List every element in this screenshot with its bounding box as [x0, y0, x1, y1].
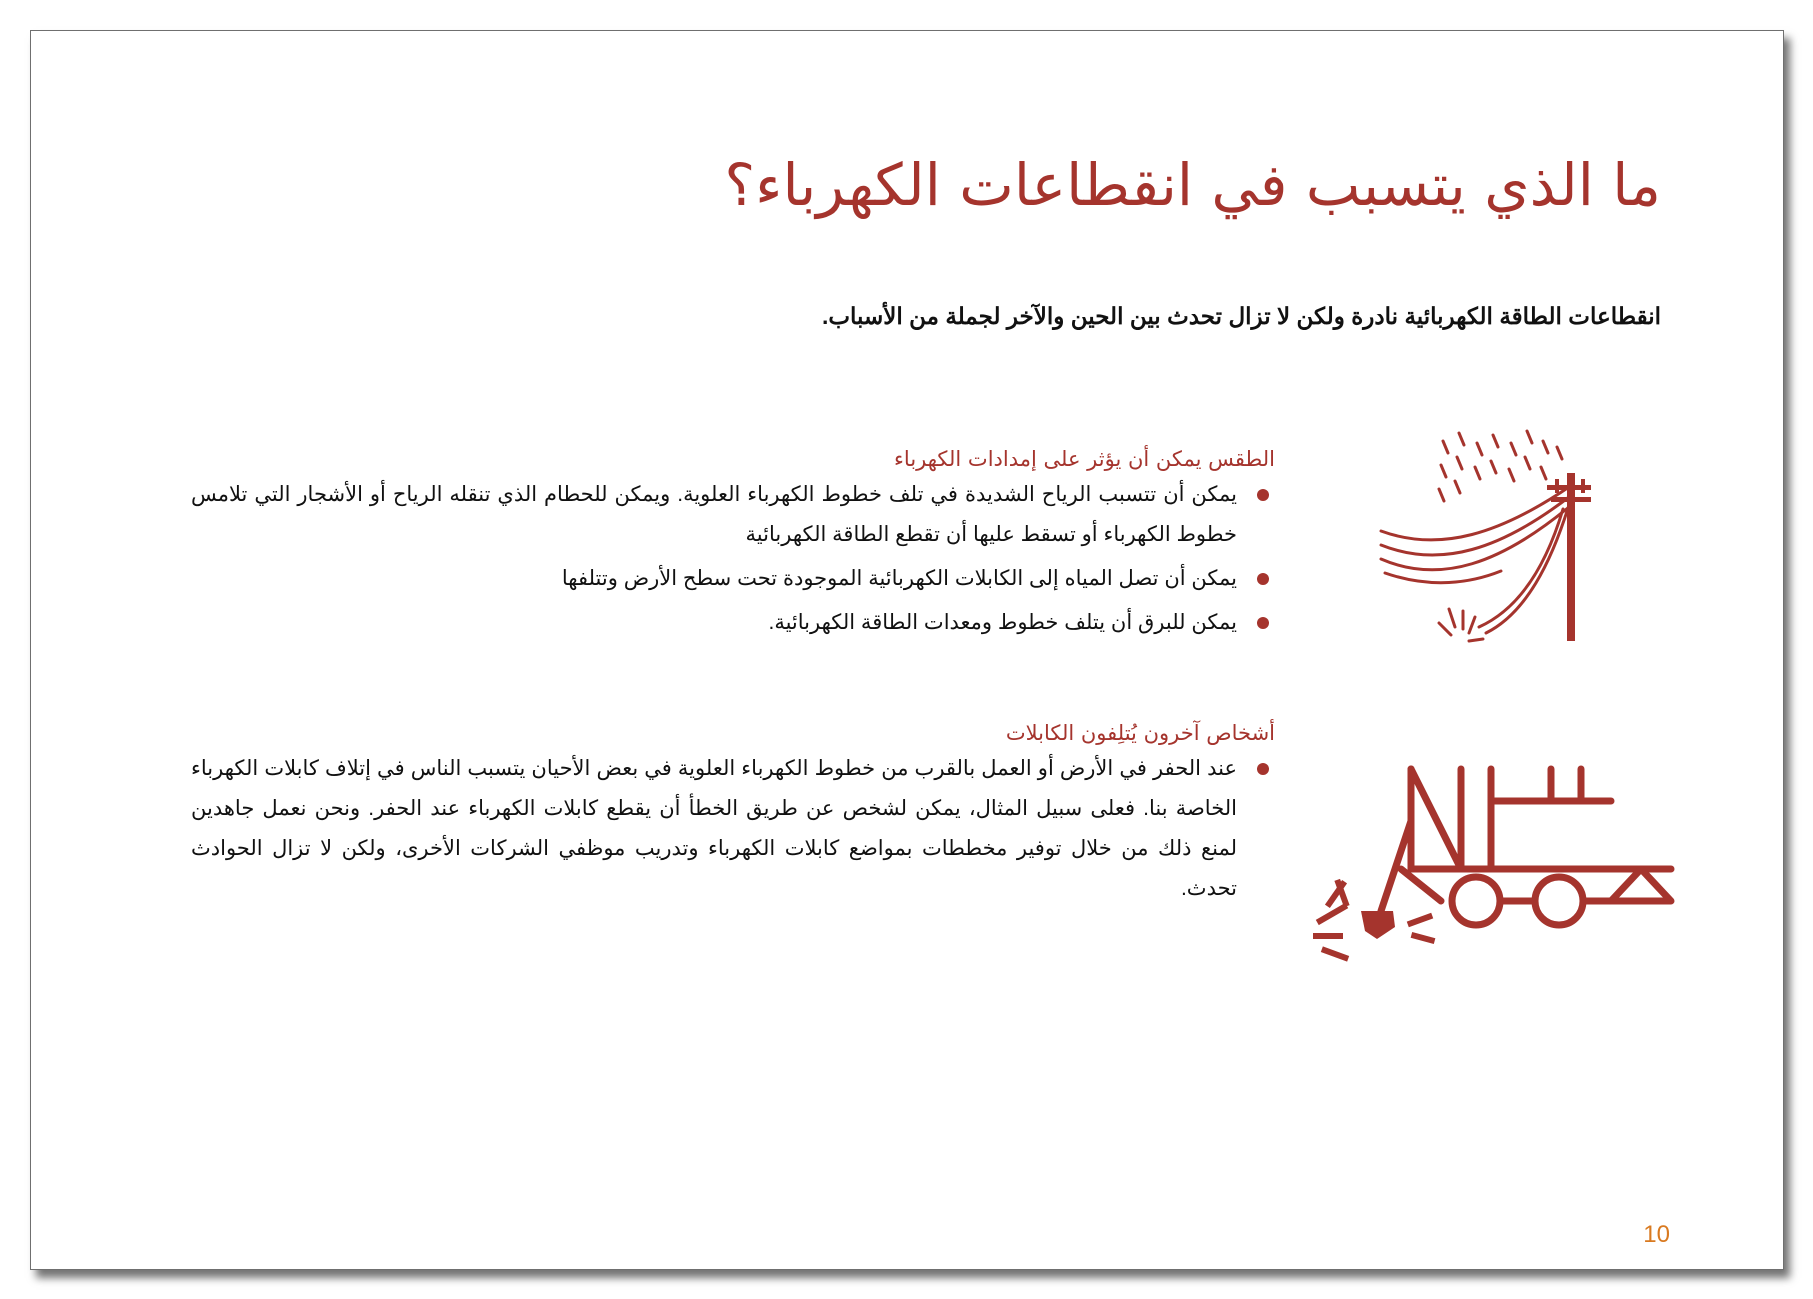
- bullet-icon: [1257, 617, 1269, 629]
- page-number: 10: [1643, 1221, 1670, 1248]
- list-item-text: عند الحفر في الأرض أو العمل بالقرب من خطوط الكهرباء العلوية في بعض الأحيان يتسبب الناس في إتلاف كابلات الكهرباء الخاصة بنا. فعلى سبيل المثال، يمكن لشخص عن طريق الخطأ أن يقطع كابلات الكهرباء عند الحفر. ونحن نعمل جاهدين لمنع ذلك من خلال توفير مخططات بمواضع كابلات الكهرباء وتدريب موظفي الشركات الأخرى، ولكن لا تزال الحوادث تحدث.: [191, 757, 1237, 900]
- list-item: [191, 603, 1275, 643]
- weather-section: [191, 443, 1275, 647]
- weather-list: [191, 475, 1275, 643]
- list-item: [191, 559, 1275, 599]
- weather-heading: الطقس يمكن أن يؤثر على إمدادات الكهرباء: [894, 447, 1275, 471]
- document-page: [30, 30, 1784, 1270]
- list-item-text: يمكن أن تتسبب الرياح الشديدة في تلف خطوط الكهرباء العلوية. ويمكن للحطام الذي تنقله الرياح أو الأشجار التي تلامس خطوط الكهرباء أو تسقط عليها أن تقطع الطاقة الكهربائية: [191, 483, 1237, 546]
- list-item-text: يمكن للبرق أن يتلف خطوط ومعدات الطاقة الكهربائية.: [768, 611, 1237, 634]
- intro-text: انقطاعات الطاقة الكهربائية نادرة ولكن لا تزال تحدث بين الحين والآخر لجملة من الأسباب.: [821, 303, 1661, 329]
- third-party-heading: أشخاص آخرون يُتلِفون الكابلات: [1005, 721, 1275, 745]
- list-item: [191, 749, 1275, 909]
- excavator-digging-icon: [1311, 761, 1691, 971]
- list-item-text: يمكن أن تصل المياه إلى الكابلات الكهربائية الموجودة تحت سطح الأرض وتتلفها: [561, 567, 1237, 590]
- list-item: [191, 475, 1275, 555]
- third-party-list: [191, 749, 1275, 909]
- bullet-icon: [1257, 763, 1269, 775]
- storm-power-line-icon: [1351, 413, 1611, 653]
- bullet-icon: [1257, 489, 1269, 501]
- page-title: ما الذي يتسبب في انقطاعات الكهرباء؟: [724, 151, 1661, 219]
- bullet-icon: [1257, 573, 1269, 585]
- third-party-section: [191, 717, 1275, 913]
